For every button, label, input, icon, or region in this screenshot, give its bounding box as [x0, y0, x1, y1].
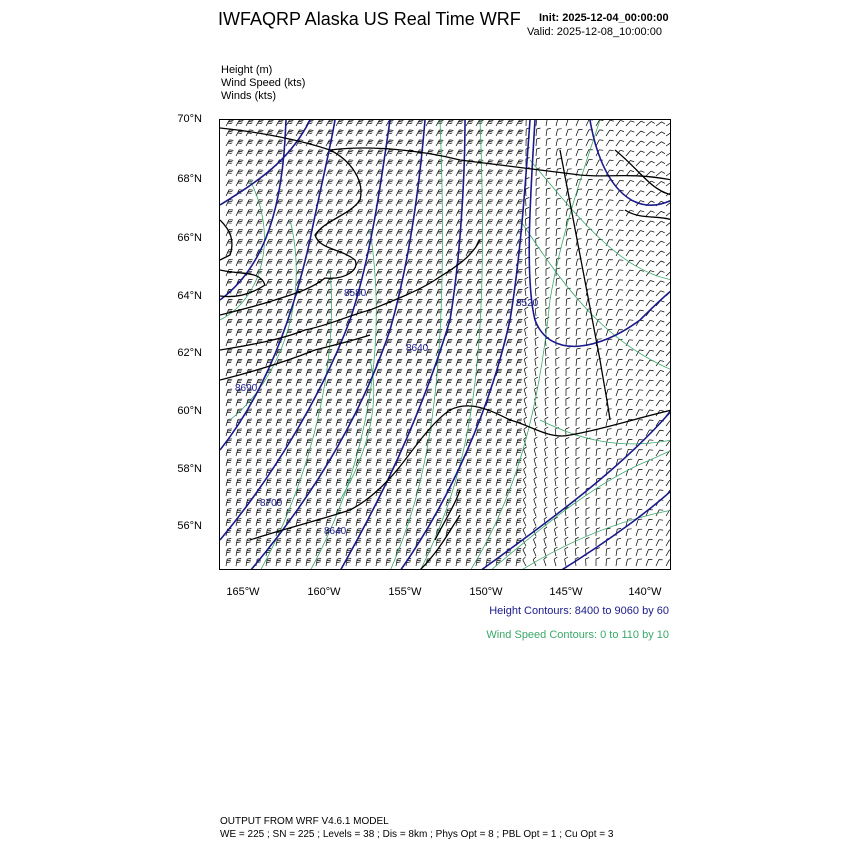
- height-label: 8520: [516, 298, 539, 309]
- lon-label: 165°W: [226, 586, 260, 598]
- lat-label: 62°N: [177, 347, 202, 359]
- init-time: Init: 2025-12-04_00:00:00: [539, 12, 669, 24]
- field-wind-speed-label: Wind Speed (kts): [221, 77, 306, 89]
- lat-label: 68°N: [177, 173, 202, 185]
- field-winds-label: Winds (kts): [221, 90, 276, 102]
- height-label: 8640: [406, 343, 429, 354]
- height-label: 8690: [235, 383, 258, 394]
- footer-config: WE = 225 ; SN = 225 ; Levels = 38 ; Dis = 8km ; Phys Opt = 8 ; PBL Opt = 1 ; Cu Opt = 3: [220, 829, 614, 840]
- height-contour-note: Height Contours: 8400 to 9060 by 60: [489, 605, 669, 617]
- map-canvas: [220, 120, 671, 570]
- lon-label: 150°W: [469, 586, 503, 598]
- height-label: 8640: [324, 526, 347, 537]
- lon-label: 155°W: [388, 586, 422, 598]
- lat-label: 60°N: [177, 405, 202, 417]
- wind-barbs: [226, 120, 671, 566]
- lon-label: 140°W: [628, 586, 662, 598]
- coastline: [220, 128, 671, 570]
- lat-label: 70°N: [177, 113, 202, 125]
- lat-label: 58°N: [177, 463, 202, 475]
- lat-label: 66°N: [177, 232, 202, 244]
- wind-barb: [226, 120, 671, 566]
- plot-title: IWFAQRP Alaska US Real Time WRF: [218, 9, 521, 29]
- lat-label: 64°N: [177, 290, 202, 302]
- height-label: 8700: [260, 498, 283, 509]
- map-panel: [219, 119, 671, 570]
- footer-model: OUTPUT FROM WRF V4.6.1 MODEL: [220, 816, 389, 827]
- lat-label: 56°N: [177, 520, 202, 532]
- valid-time: Valid: 2025-12-08_10:00:00: [527, 26, 662, 38]
- field-height-label: Height (m): [221, 64, 273, 76]
- wind-speed-contour-note: Wind Speed Contours: 0 to 110 by 10: [486, 629, 669, 641]
- height-label: 8580: [344, 288, 367, 299]
- lon-label: 145°W: [549, 586, 583, 598]
- lon-label: 160°W: [307, 586, 341, 598]
